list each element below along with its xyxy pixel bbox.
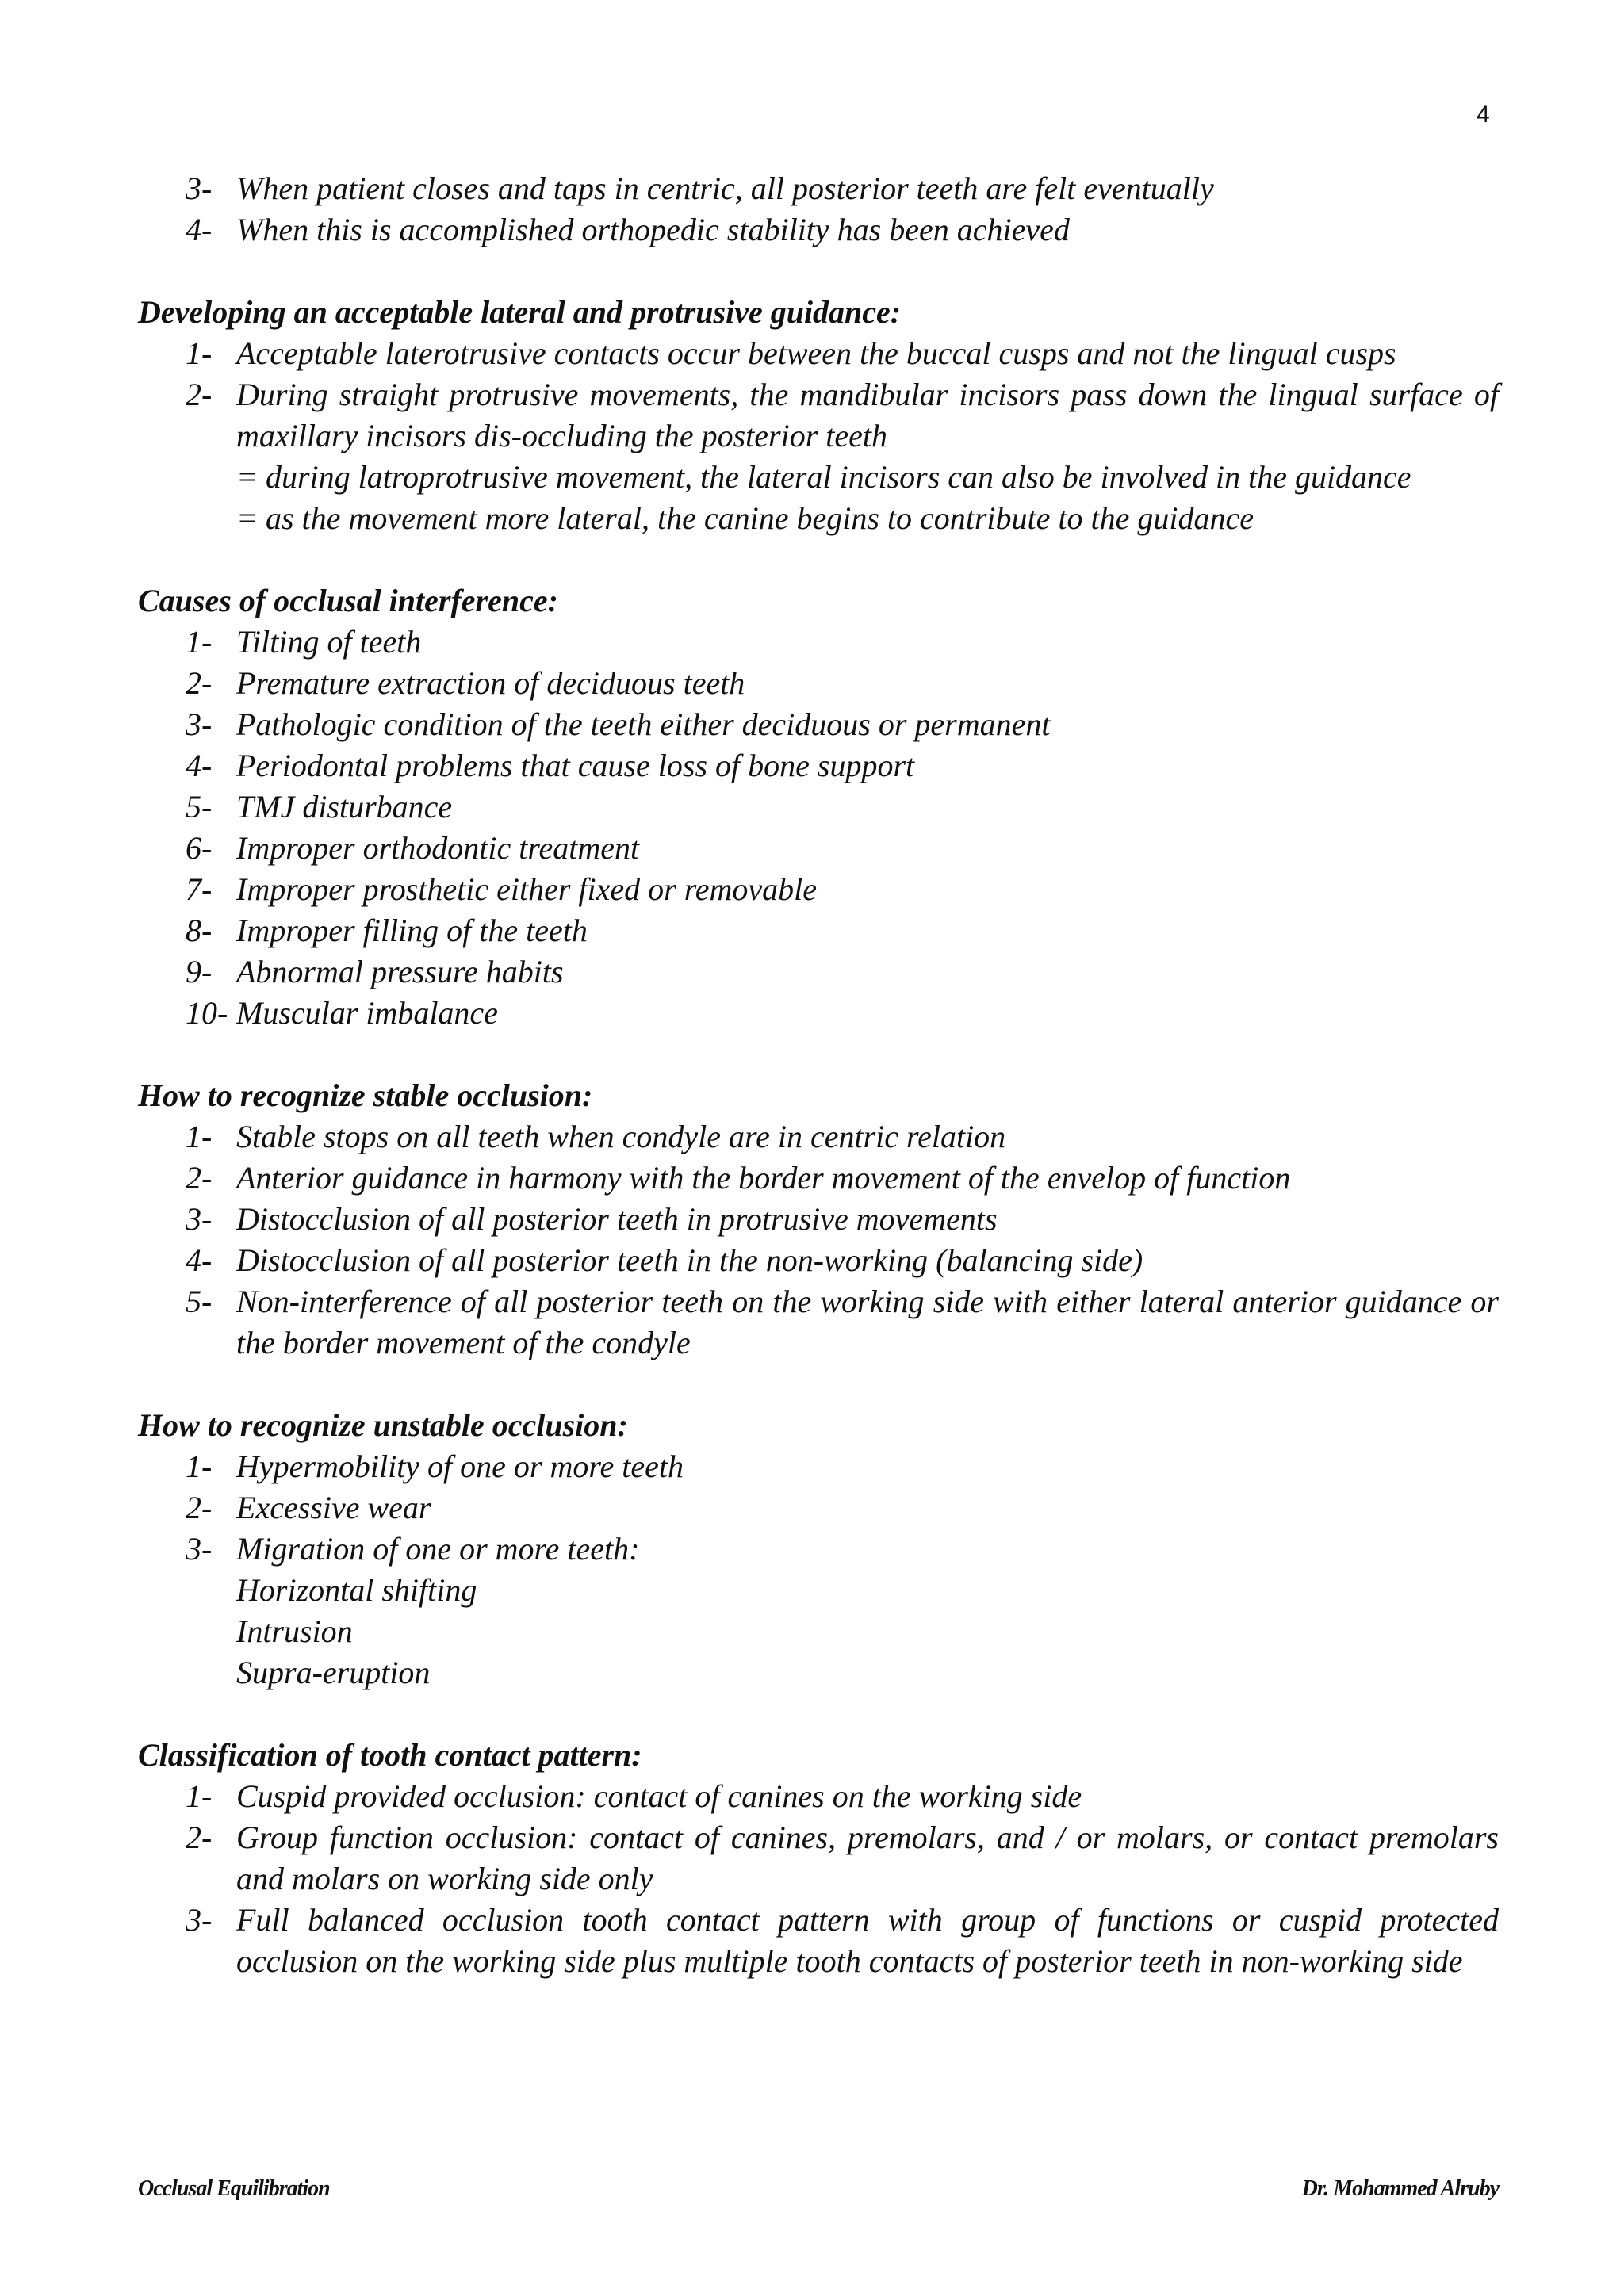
unstable-list	[138, 1446, 1499, 1570]
list-item	[138, 786, 1499, 828]
list-item	[138, 622, 1499, 663]
item-text: Improper orthodontic treatment	[236, 830, 640, 866]
item-text: Stable stops on all teeth when condyle are in centric relation	[236, 1119, 1006, 1154]
item-number: 3-	[186, 706, 213, 742]
item-number: 4-	[186, 212, 213, 247]
stable-list	[138, 1116, 1499, 1364]
list-item	[138, 869, 1499, 910]
item-text: Non-interference of all posterior teeth on the working side with either lateral anterior guidance or the border movement of the condyle	[236, 1284, 1499, 1360]
migration-type: Supra-eruption	[236, 1655, 431, 1690]
item-number: 2-	[186, 377, 213, 412]
item-text: When patient closes and taps in centric, all posterior teeth are felt eventually	[236, 170, 1214, 206]
item-number: 3-	[186, 1902, 213, 1938]
item-text: TMJ disturbance	[236, 789, 453, 825]
item-text: During straight protrusive movements, the mandibular incisors pass down the lingual surface of maxillary incisors dis-occluding the posterior teeth	[236, 377, 1499, 453]
list-item	[138, 1487, 1499, 1529]
item-text: Distocclusion of all posterior teeth in protrusive movements	[236, 1201, 998, 1237]
item-text: Muscular imbalance	[236, 995, 498, 1031]
item-text: Anterior guidance in harmony with the border movement of the envelop of function	[236, 1160, 1291, 1196]
item-number: 2-	[186, 1160, 213, 1196]
item-number: 5-	[186, 789, 213, 825]
item-number: 3-	[186, 170, 213, 206]
item-number: 2-	[186, 665, 213, 701]
list-item	[138, 704, 1499, 745]
item-number: 3-	[186, 1201, 213, 1237]
item-text: Distocclusion of all posterior teeth in the non-working (balancing side)	[236, 1242, 1143, 1278]
item-number: 10-	[186, 995, 228, 1031]
footer-author: Dr. Mohammed Alruby	[1301, 2176, 1499, 2201]
list-item	[138, 993, 1499, 1034]
list-item	[138, 209, 1499, 251]
item-text: Pathologic condition of the teeth either deciduous or permanent	[236, 706, 1051, 742]
item-text: Hypermobility of one or more teeth	[236, 1448, 684, 1484]
item-number: 2-	[186, 1490, 213, 1525]
causes-list	[138, 622, 1499, 1034]
page-footer	[138, 2176, 1499, 2202]
item-text: Premature extraction of deciduous teeth	[236, 665, 745, 701]
item-number: 2-	[186, 1820, 213, 1855]
item-text: Periodontal problems that cause loss of bone support	[236, 748, 915, 783]
guidance-list	[138, 333, 1499, 457]
page-number: 4	[1477, 101, 1490, 128]
list-item	[138, 745, 1499, 786]
section-heading-guidance: Developing an acceptable lateral and protrusive guidance:	[138, 294, 902, 330]
list-item	[138, 828, 1499, 869]
list-item	[138, 663, 1499, 704]
item-number: 7-	[186, 871, 213, 907]
item-number: 4-	[186, 1242, 213, 1278]
migration-type: Horizontal shifting	[236, 1572, 477, 1608]
footer-title: Occlusal Equilibration	[138, 2176, 330, 2201]
item-text: Abnormal pressure habits	[236, 954, 564, 989]
list-item	[138, 1446, 1499, 1487]
intro-list	[138, 168, 1499, 251]
item-number: 3-	[186, 1531, 213, 1567]
document-body	[138, 168, 1499, 1982]
item-text: Group function occlusion: contact of canines, premolars, and / or molars, or contact premolars and molars on working side only	[236, 1820, 1499, 1896]
item-number: 4-	[186, 748, 213, 783]
item-number: 1-	[186, 335, 213, 371]
item-text: Improper prosthetic either fixed or removable	[236, 871, 818, 907]
item-number: 1-	[186, 1119, 213, 1154]
classification-list	[138, 1776, 1499, 1982]
list-item	[138, 1199, 1499, 1240]
list-item	[138, 1158, 1499, 1199]
section-heading-unstable: How to recognize unstable occlusion:	[138, 1407, 628, 1443]
item-text: Improper filling of the teeth	[236, 913, 588, 948]
item-text: Excessive wear	[236, 1490, 431, 1525]
section-heading-stable: How to recognize stable occlusion:	[138, 1077, 593, 1113]
item-number: 8-	[186, 913, 213, 948]
item-number: 1-	[186, 624, 213, 660]
migration-type: Intrusion	[236, 1613, 353, 1649]
guidance-note: = as the movement more lateral, the canine begins to contribute to the guidance	[236, 500, 1254, 536]
section-heading-classification: Classification of tooth contact pattern:	[138, 1737, 642, 1773]
list-item	[138, 910, 1499, 951]
item-text: Tilting of teeth	[236, 624, 422, 660]
item-text: Full balanced occlusion tooth contact pattern with group of functions or cuspid protected occlusion on the working side plus multiple tooth contacts of posterior teeth in non-working side	[236, 1902, 1499, 1979]
list-item	[138, 168, 1499, 209]
guidance-note: = during latroprotrusive movement, the lateral incisors can also be involved in the guidance	[236, 459, 1411, 495]
list-item	[138, 1817, 1499, 1900]
item-text: Acceptable laterotrusive contacts occur between the buccal cusps and not the lingual cusps	[236, 335, 1396, 371]
item-number: 1-	[186, 1778, 213, 1814]
section-heading-causes: Causes of occlusal interference:	[138, 583, 558, 618]
list-item	[138, 333, 1499, 374]
list-item	[138, 1529, 1499, 1570]
item-number: 9-	[186, 954, 213, 989]
list-item	[138, 1240, 1499, 1281]
item-number: 1-	[186, 1448, 213, 1484]
list-item	[138, 1116, 1499, 1158]
item-number: 5-	[186, 1284, 213, 1319]
item-text: When this is accomplished orthopedic stability has been achieved	[236, 212, 1070, 247]
item-text: Cuspid provided occlusion: contact of canines on the working side	[236, 1778, 1082, 1814]
list-item	[138, 1776, 1499, 1817]
item-number: 6-	[186, 830, 213, 866]
item-text: Migration of one or more teeth:	[236, 1531, 640, 1567]
list-item	[138, 1900, 1499, 1982]
list-item	[138, 951, 1499, 993]
list-item	[138, 1281, 1499, 1364]
list-item	[138, 374, 1499, 457]
